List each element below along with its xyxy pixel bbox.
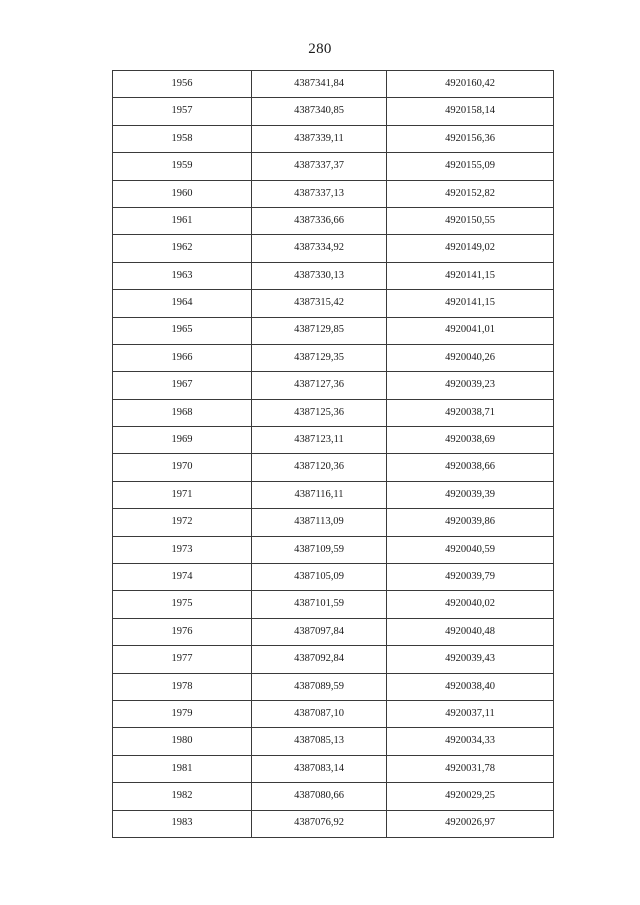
x-coordinate-cell: 4387076,92 — [252, 810, 387, 837]
point-number-cell: 1957 — [113, 98, 252, 125]
point-number-cell: 1977 — [113, 646, 252, 673]
table-row — [113, 536, 554, 563]
x-coordinate-cell: 4387129,85 — [252, 317, 387, 344]
y-coordinate-cell: 4920031,78 — [387, 755, 554, 782]
point-number-cell: 1958 — [113, 125, 252, 152]
y-coordinate-cell: 4920026,97 — [387, 810, 554, 837]
x-coordinate-cell: 4387334,92 — [252, 235, 387, 262]
point-number-cell: 1960 — [113, 180, 252, 207]
table-row — [113, 290, 554, 317]
table-row — [113, 618, 554, 645]
x-coordinate-cell: 4387336,66 — [252, 207, 387, 234]
point-number-cell: 1980 — [113, 728, 252, 755]
point-number-cell: 1965 — [113, 317, 252, 344]
x-coordinate-cell: 4387083,14 — [252, 755, 387, 782]
point-number-cell: 1972 — [113, 509, 252, 536]
y-coordinate-cell: 4920141,15 — [387, 262, 554, 289]
x-coordinate-cell: 4387087,10 — [252, 700, 387, 727]
x-coordinate-cell: 4387085,13 — [252, 728, 387, 755]
table-row — [113, 454, 554, 481]
table-row — [113, 344, 554, 371]
table-row — [113, 591, 554, 618]
x-coordinate-cell: 4387337,13 — [252, 180, 387, 207]
x-coordinate-cell: 4387125,36 — [252, 399, 387, 426]
y-coordinate-cell: 4920039,39 — [387, 481, 554, 508]
table-row — [113, 755, 554, 782]
page-number: 280 — [308, 41, 332, 57]
y-coordinate-cell: 4920040,48 — [387, 618, 554, 645]
point-number-cell: 1982 — [113, 783, 252, 810]
table-row — [113, 783, 554, 810]
y-coordinate-cell: 4920037,11 — [387, 700, 554, 727]
table-row — [113, 262, 554, 289]
point-number-cell: 1974 — [113, 564, 252, 591]
y-coordinate-cell: 4920041,01 — [387, 317, 554, 344]
x-coordinate-cell: 4387330,13 — [252, 262, 387, 289]
y-coordinate-cell: 4920040,02 — [387, 591, 554, 618]
y-coordinate-cell: 4920149,02 — [387, 235, 554, 262]
y-coordinate-cell: 4920141,15 — [387, 290, 554, 317]
point-number-cell: 1961 — [113, 207, 252, 234]
table-row — [113, 372, 554, 399]
coordinates-table — [112, 70, 554, 838]
table-row — [113, 180, 554, 207]
table-row — [113, 98, 554, 125]
y-coordinate-cell: 4920040,59 — [387, 536, 554, 563]
x-coordinate-cell: 4387080,66 — [252, 783, 387, 810]
y-coordinate-cell: 4920039,43 — [387, 646, 554, 673]
table-row — [113, 153, 554, 180]
table-row — [113, 810, 554, 837]
x-coordinate-cell: 4387123,11 — [252, 427, 387, 454]
point-number-cell: 1971 — [113, 481, 252, 508]
table-row — [113, 125, 554, 152]
point-number-cell: 1975 — [113, 591, 252, 618]
x-coordinate-cell: 4387120,36 — [252, 454, 387, 481]
point-number-cell: 1963 — [113, 262, 252, 289]
table-row — [113, 235, 554, 262]
y-coordinate-cell: 4920155,09 — [387, 153, 554, 180]
y-coordinate-cell: 4920038,66 — [387, 454, 554, 481]
x-coordinate-cell: 4387109,59 — [252, 536, 387, 563]
x-coordinate-cell: 4387101,59 — [252, 591, 387, 618]
table-row — [113, 71, 554, 98]
y-coordinate-cell: 4920152,82 — [387, 180, 554, 207]
x-coordinate-cell: 4387089,59 — [252, 673, 387, 700]
table-row — [113, 207, 554, 234]
y-coordinate-cell: 4920160,42 — [387, 71, 554, 98]
x-coordinate-cell: 4387315,42 — [252, 290, 387, 317]
x-coordinate-cell: 4387339,11 — [252, 125, 387, 152]
y-coordinate-cell: 4920029,25 — [387, 783, 554, 810]
table-row — [113, 700, 554, 727]
table-row — [113, 399, 554, 426]
table-row — [113, 481, 554, 508]
x-coordinate-cell: 4387116,11 — [252, 481, 387, 508]
point-number-cell: 1970 — [113, 454, 252, 481]
point-number-cell: 1968 — [113, 399, 252, 426]
table-row — [113, 728, 554, 755]
x-coordinate-cell: 4387341,84 — [252, 71, 387, 98]
point-number-cell: 1973 — [113, 536, 252, 563]
table-row — [113, 673, 554, 700]
point-number-cell: 1962 — [113, 235, 252, 262]
y-coordinate-cell: 4920158,14 — [387, 98, 554, 125]
point-number-cell: 1967 — [113, 372, 252, 399]
point-number-cell: 1966 — [113, 344, 252, 371]
table-row — [113, 646, 554, 673]
x-coordinate-cell: 4387337,37 — [252, 153, 387, 180]
y-coordinate-cell: 4920039,23 — [387, 372, 554, 399]
y-coordinate-cell: 4920039,86 — [387, 509, 554, 536]
point-number-cell: 1978 — [113, 673, 252, 700]
x-coordinate-cell: 4387097,84 — [252, 618, 387, 645]
point-number-cell: 1976 — [113, 618, 252, 645]
x-coordinate-cell: 4387113,09 — [252, 509, 387, 536]
point-number-cell: 1983 — [113, 810, 252, 837]
point-number-cell: 1981 — [113, 755, 252, 782]
point-number-cell: 1964 — [113, 290, 252, 317]
y-coordinate-cell: 4920156,36 — [387, 125, 554, 152]
y-coordinate-cell: 4920040,26 — [387, 344, 554, 371]
point-number-cell: 1959 — [113, 153, 252, 180]
x-coordinate-cell: 4387092,84 — [252, 646, 387, 673]
table-row — [113, 564, 554, 591]
x-coordinate-cell: 4387105,09 — [252, 564, 387, 591]
y-coordinate-cell: 4920038,69 — [387, 427, 554, 454]
y-coordinate-cell: 4920034,33 — [387, 728, 554, 755]
point-number-cell: 1969 — [113, 427, 252, 454]
y-coordinate-cell: 4920150,55 — [387, 207, 554, 234]
y-coordinate-cell: 4920038,71 — [387, 399, 554, 426]
table-row — [113, 317, 554, 344]
point-number-cell: 1956 — [113, 71, 252, 98]
table-row — [113, 509, 554, 536]
x-coordinate-cell: 4387129,35 — [252, 344, 387, 371]
table-row — [113, 427, 554, 454]
x-coordinate-cell: 4387340,85 — [252, 98, 387, 125]
y-coordinate-cell: 4920038,40 — [387, 673, 554, 700]
x-coordinate-cell: 4387127,36 — [252, 372, 387, 399]
coordinates-table-body — [113, 71, 554, 838]
y-coordinate-cell: 4920039,79 — [387, 564, 554, 591]
point-number-cell: 1979 — [113, 700, 252, 727]
